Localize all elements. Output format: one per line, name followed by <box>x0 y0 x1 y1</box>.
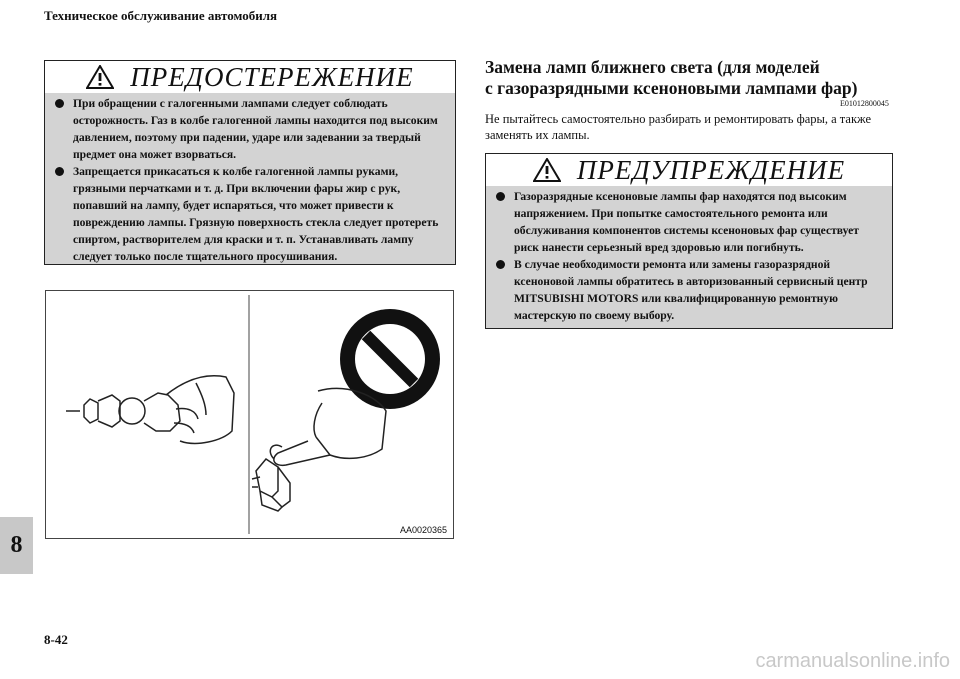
page-header: Техническое обслуживание автомобиля <box>44 8 278 23</box>
caution-item: При обращении с галогенными лампами следует соблюдать осторожность. Газ в колбе галогенной лампы находится под высоким давлением, поэтому при падении, ударе или задевании за твердый предмет она может взорваться. <box>51 95 447 163</box>
illustration-code: AA0020365 <box>399 525 447 535</box>
watermark: carmanualsonline.info <box>755 650 950 672</box>
warning-triangle-icon <box>533 158 561 182</box>
bullet-icon <box>496 260 505 269</box>
right-hand-illustration <box>252 388 386 511</box>
bullet-icon <box>55 99 64 108</box>
caution-box <box>44 60 456 265</box>
warning-box-title: ПРЕДУПРЕЖДЕНИЕ <box>576 154 846 185</box>
section-code: E01012800045 <box>840 99 889 108</box>
section-title: Замена ламп ближнего света (для моделей с газоразрядными ксеноновыми лампами фар) <box>485 57 858 98</box>
caution-item: Запрещается прикасаться к колбе галогенной лампы руками, грязными перчатками и т. д. При включении фары жир с рук, попавший на лампу, будет испаряться, что может привести к повреждению лампы. Грязную поверхность стекла следует протереть спиртом, растворителем для краски и т. п. Устанавливать лампу следует только после тщательного просушивания. <box>51 163 447 265</box>
bullet-icon <box>55 167 64 176</box>
warning-box <box>485 153 893 329</box>
illustration-panel <box>45 290 454 539</box>
warning-item: В случае необходимости ремонта или замены газоразрядной ксеноновой лампы обратитесь в авторизованный сервисный центр MITSUBISHI MOTORS или квалифицированную ремонтную мастерскую по своему выбору. <box>492 256 884 324</box>
caution-box-title-bar <box>45 61 455 93</box>
warning-triangle-icon <box>86 65 114 89</box>
chapter-tab: 8 <box>0 517 33 574</box>
warning-item: Газоразрядные ксеноновые лампы фар находятся под высоким напряжением. При попытке самостоятельного ремонта или обслуживания компонентов системы ксеноновых фар существует риск нанести серьезный вред здоровью или погибнуть. <box>492 188 884 256</box>
headlamp-bulb-illustration <box>46 291 453 538</box>
page-number: 8-42 <box>44 632 68 647</box>
caution-box-title: ПРЕДОСТЕРЕЖЕНИЕ <box>130 61 414 92</box>
warning-box-title-bar <box>486 154 892 186</box>
section-body: Не пытайтесь самостоятельно разбирать и ремонтировать фары, а также заменять их лампы. <box>485 112 872 142</box>
left-hand-illustration <box>66 376 234 444</box>
bullet-icon <box>496 192 505 201</box>
prohibition-icon <box>340 309 440 409</box>
